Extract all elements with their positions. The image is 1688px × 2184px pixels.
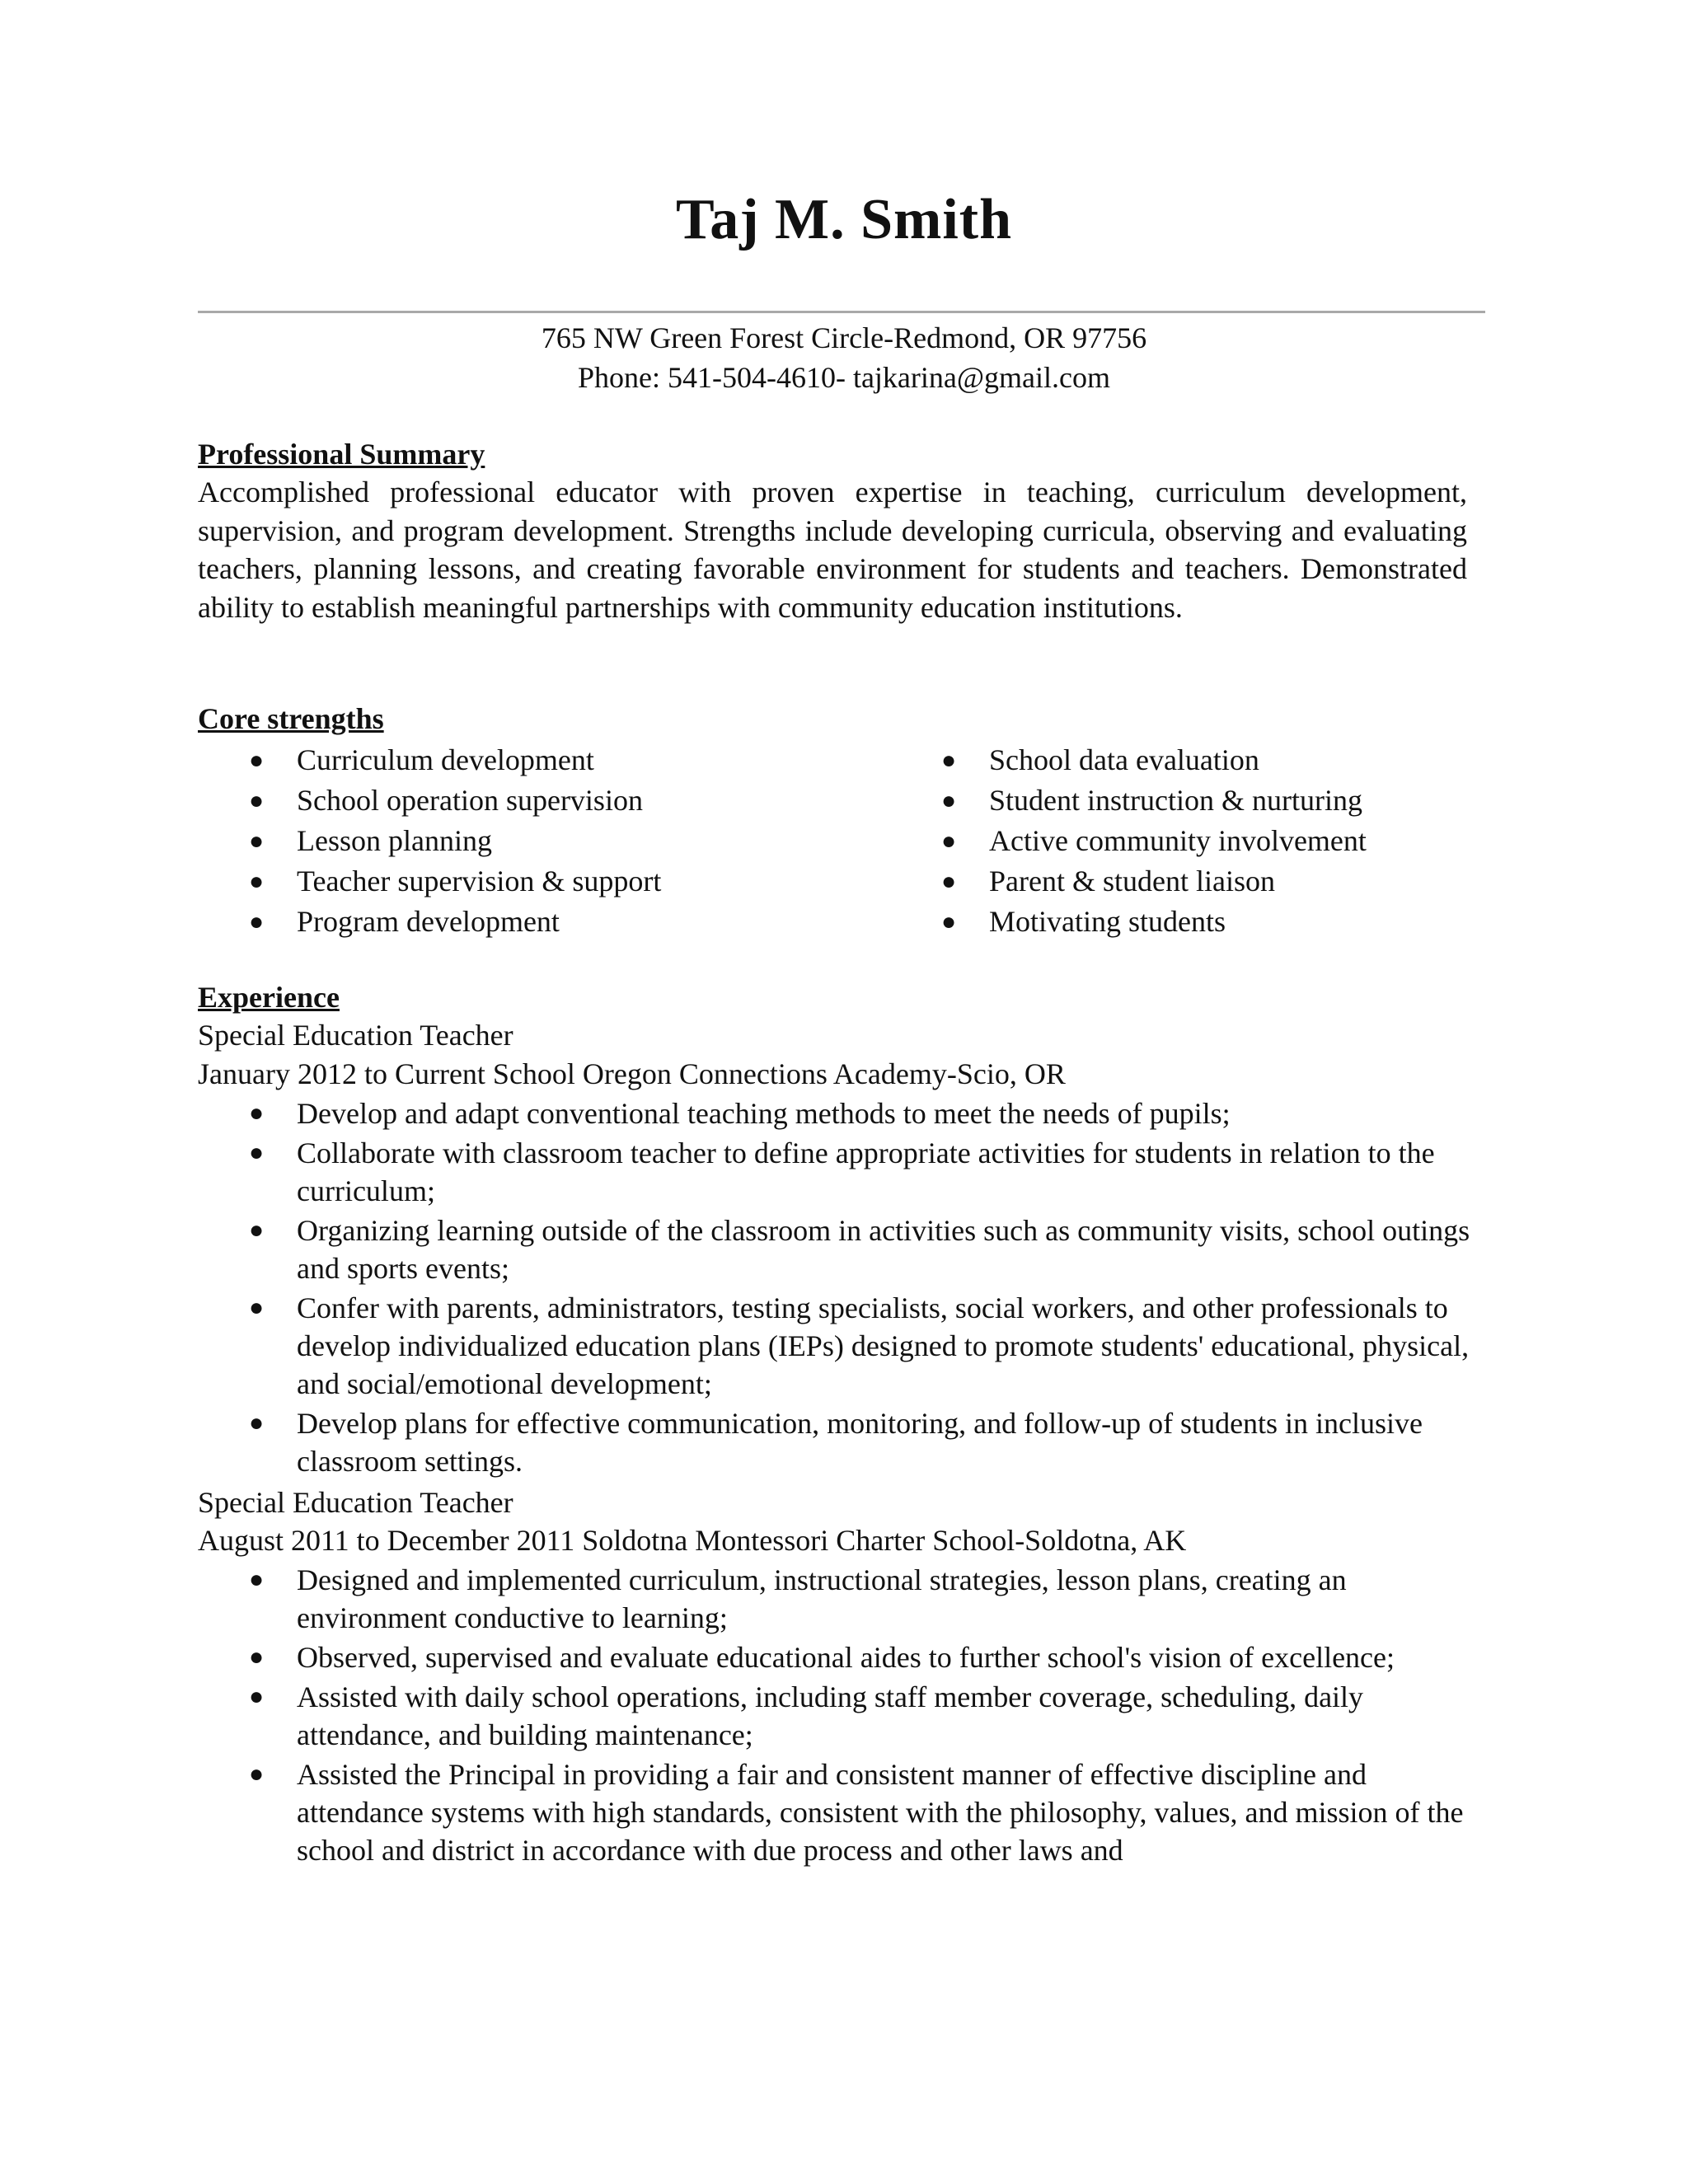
summary-heading: Professional Summary: [198, 438, 485, 471]
contact-block: [0, 318, 1688, 397]
bullet-icon: ●: [249, 1294, 265, 1321]
bullet-icon: ●: [249, 747, 265, 774]
strengths-heading: Core strengths: [198, 702, 384, 735]
bullet-icon: ●: [249, 1409, 265, 1436]
list-item: ● Develop and adapt conventional teaching methods to meet the needs of pupils;: [198, 1094, 1484, 1132]
list-item: ● Student instruction & nurturing: [890, 780, 1367, 821]
summary-text: Accomplished professional educator with proven expertise in teaching, curriculum development, supervision, and program development. Strengths include developing curricula, observing and evaluating teachers, planning lessons, and creating favorable environment for students and teachers. Demonstrated ability to establish meaningful partnerships with community education institutions.: [198, 476, 1467, 624]
bullet-icon: ●: [249, 868, 265, 895]
bullet-icon: ●: [249, 1760, 265, 1788]
bullet-icon: ●: [249, 1566, 265, 1593]
bullet-icon: ●: [941, 908, 957, 935]
list-item: ● Confer with parents, administrators, testing specialists, social workers, and other professionals to develop individualized education plans (IEPs) designed to promote students' educational, physical, and social/emotional development;: [198, 1289, 1484, 1403]
list-item: ● School operation supervision: [198, 780, 661, 821]
job-duties-list: [198, 1094, 1484, 1482]
header-divider: [198, 311, 1485, 313]
list-item: ● Assisted the Principal in providing a fair and consistent manner of effective discipline and attendance systems with high standards, consistent with the philosophy, values, and mission of the school and district in accordance with due process and other laws and: [198, 1755, 1484, 1869]
candidate-name: Taj M. Smith: [675, 188, 1013, 251]
job-details: August 2011 to December 2011 Soldotna Montessori Charter School-Soldotna, AK: [198, 1524, 1187, 1557]
job-duties-list: [198, 1561, 1484, 1871]
bullet-icon: ●: [249, 1139, 265, 1166]
address-line: 765 NW Green Forest Circle-Redmond, OR 97756: [541, 321, 1147, 354]
bullet-icon: ●: [249, 1643, 265, 1671]
list-item: ● Designed and implemented curriculum, instructional strategies, lesson plans, creating an environment conductive to learning;: [198, 1561, 1484, 1637]
strengths-right-list: [890, 740, 1367, 942]
list-item: ● Parent & student liaison: [890, 861, 1367, 902]
bullet-icon: ●: [941, 787, 957, 814]
bullet-icon: ●: [249, 1099, 265, 1127]
list-item: ● Active community involvement: [890, 821, 1367, 861]
strengths-left-list: [198, 740, 661, 942]
bullet-icon: ●: [941, 827, 957, 855]
phone-email-line: Phone: 541-504-4610- tajkarina@gmail.com: [577, 361, 1110, 394]
bullet-icon: ●: [249, 827, 265, 855]
list-item: ● Develop plans for effective communication, monitoring, and follow-up of students in inclusive classroom settings.: [198, 1404, 1484, 1480]
bullet-icon: ●: [249, 1216, 265, 1244]
list-item: ● Lesson planning: [198, 821, 661, 861]
list-item: ● Assisted with daily school operations, including staff member coverage, scheduling, daily attendance, and building maintenance;: [198, 1678, 1484, 1754]
bullet-icon: ●: [249, 1683, 265, 1710]
bullet-icon: ●: [249, 787, 265, 814]
list-item: ● School data evaluation: [890, 740, 1367, 780]
job-details: January 2012 to Current School Oregon Connections Academy-Scio, OR: [198, 1057, 1066, 1090]
experience-heading: Experience: [198, 981, 340, 1014]
list-item: ● Observed, supervised and evaluate educational aides to further school's vision of excellence;: [198, 1638, 1484, 1676]
list-item: ● Teacher supervision & support: [198, 861, 661, 902]
job-title: Special Education Teacher: [198, 1019, 513, 1052]
bullet-icon: ●: [249, 908, 265, 935]
bullet-icon: ●: [941, 747, 957, 774]
list-item: ● Motivating students: [890, 902, 1367, 942]
list-item: ● Curriculum development: [198, 740, 661, 780]
bullet-icon: ●: [941, 868, 957, 895]
list-item: ● Collaborate with classroom teacher to define appropriate activities for students in relation to the curriculum;: [198, 1134, 1484, 1210]
list-item: ● Organizing learning outside of the classroom in activities such as community visits, school outings and sports events;: [198, 1212, 1484, 1287]
list-item: ● Program development: [198, 902, 661, 942]
job-title: Special Education Teacher: [198, 1486, 513, 1519]
